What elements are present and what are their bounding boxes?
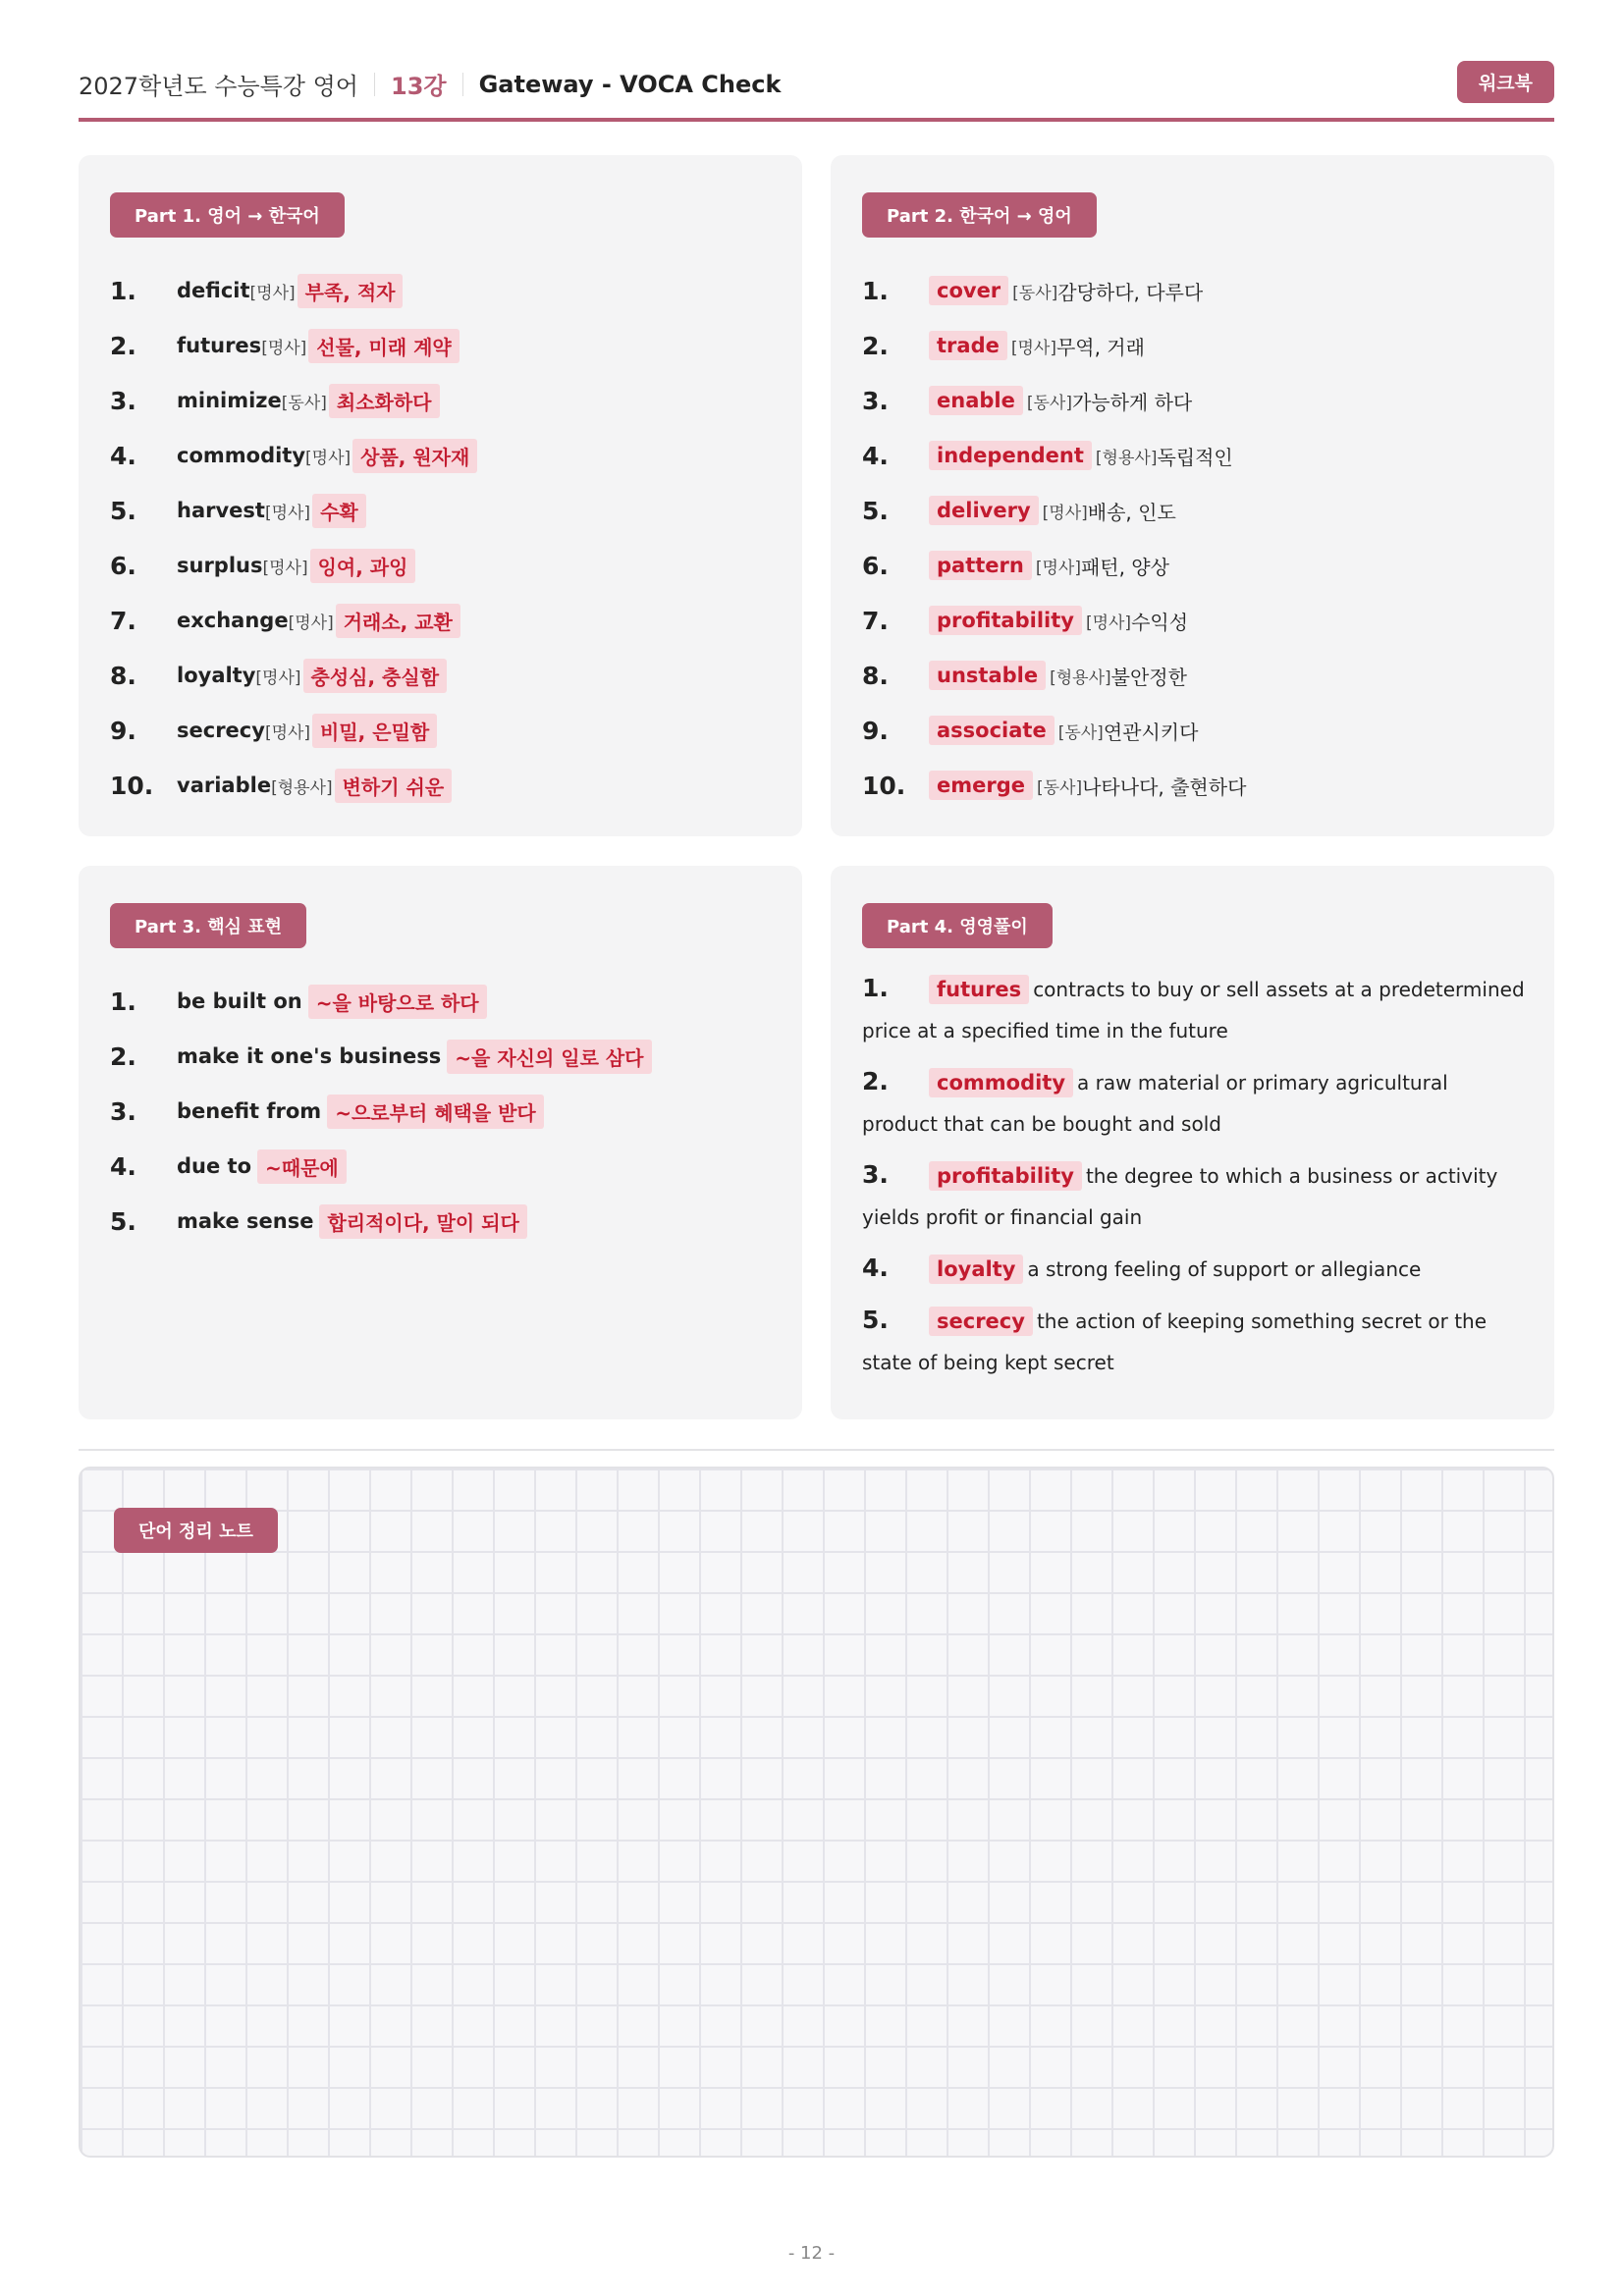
item-number: 5. <box>110 1206 136 1236</box>
defined-word: loyalty <box>929 1255 1023 1284</box>
part-of-speech: [동사] <box>1057 722 1104 743</box>
page-number: - 12 - <box>787 2243 836 2264</box>
part2-card <box>831 155 1554 836</box>
part1-list <box>110 263 783 813</box>
definition-item <box>862 1061 1525 1145</box>
korean-meaning: 상품, 원자재 <box>352 439 477 473</box>
korean-meaning: 충성심, 충실함 <box>303 659 447 693</box>
english-word: independent <box>929 441 1092 470</box>
part-of-speech: [동사] <box>281 393 327 413</box>
english-word: futures <box>177 334 262 357</box>
part3-label: Part 3. 핵심 표현 <box>110 903 306 948</box>
korean-meaning: 합리적이다, 말이 되다 <box>319 1204 526 1239</box>
vocab-row <box>110 318 783 373</box>
item-number: 9. <box>110 716 136 745</box>
english-word: minimize <box>177 389 282 412</box>
item-number: 3. <box>862 1160 889 1189</box>
korean-meaning: 패턴, 양상 <box>1080 555 1169 579</box>
part-of-speech: [형용사] <box>1095 448 1158 468</box>
vocab-row <box>110 593 783 648</box>
korean-meaning: 변하기 쉬운 <box>335 769 453 803</box>
item-number: 7. <box>862 606 889 635</box>
part1-card <box>79 155 802 836</box>
definition-item <box>862 968 1525 1051</box>
key-phrase: benefit from <box>177 1099 322 1123</box>
part2-list <box>862 263 1535 813</box>
vocab-row <box>862 703 1535 758</box>
item-number: 5. <box>110 496 136 525</box>
korean-meaning: 연관시키다 <box>1103 720 1199 744</box>
korean-meaning: ~을 자신의 일로 삼다 <box>447 1040 651 1074</box>
part-of-speech: [명사] <box>264 722 311 743</box>
english-word: pattern <box>929 551 1032 580</box>
korean-meaning: 나타나다, 출현하다 <box>1082 774 1247 799</box>
phrase-row <box>110 1194 783 1249</box>
korean-meaning: 선물, 미래 계약 <box>308 329 459 363</box>
english-word: harvest <box>177 499 265 522</box>
item-number: 7. <box>110 606 136 635</box>
defined-word: futures <box>929 975 1029 1004</box>
part4-list <box>862 968 1525 1393</box>
part1-label: Part 1. 영어 → 한국어 <box>110 192 345 238</box>
korean-meaning: 비밀, 은밀함 <box>312 714 437 748</box>
vocab-row <box>110 538 783 593</box>
korean-meaning: ~으로부터 혜택을 받다 <box>327 1095 544 1129</box>
english-word: unstable <box>929 661 1046 690</box>
phrase-row <box>110 974 783 1029</box>
item-number: 1. <box>110 987 136 1016</box>
part-of-speech: [명사] <box>1010 338 1056 358</box>
korean-meaning: 배송, 인도 <box>1087 500 1176 524</box>
item-number: 4. <box>862 441 889 470</box>
phrase-row <box>110 1029 783 1084</box>
item-number: 5. <box>862 1306 889 1334</box>
item-number: 1. <box>862 276 889 305</box>
vocab-row <box>862 373 1535 428</box>
item-number: 2. <box>862 331 889 360</box>
definition-text: a strong feeling of support or allegiance <box>1027 1257 1422 1281</box>
definition-text: contracts to buy or sell assets at a predetermined price at a specified time in the future <box>862 978 1525 1042</box>
english-word: commodity <box>177 444 306 467</box>
defined-word: secrecy <box>929 1307 1033 1336</box>
part-of-speech: [형용사] <box>271 777 333 798</box>
vocab-row <box>862 428 1535 483</box>
phrase-row <box>110 1139 783 1194</box>
part-of-speech: [명사] <box>264 503 311 523</box>
item-number: 6. <box>862 551 889 580</box>
vocab-row <box>862 593 1535 648</box>
part-of-speech: [형용사] <box>1050 667 1111 688</box>
english-word: emerge <box>929 771 1033 800</box>
part-of-speech: [동사] <box>1037 777 1083 798</box>
part-of-speech: [명사] <box>255 667 301 688</box>
key-phrase: make it one's business <box>177 1044 442 1068</box>
english-word: enable <box>929 386 1023 415</box>
notes-grid <box>79 1467 1554 2158</box>
english-word: variable <box>177 774 272 797</box>
korean-meaning: 거래소, 교환 <box>336 604 460 638</box>
item-number: 2. <box>110 331 136 360</box>
part-of-speech: [명사] <box>1085 613 1132 633</box>
workbook-badge: 워크북 <box>1457 61 1554 103</box>
korean-meaning: 수익성 <box>1131 610 1189 634</box>
item-number: 5. <box>862 496 889 525</box>
item-number: 2. <box>862 1067 889 1095</box>
page-header <box>79 61 1554 122</box>
vocab-row <box>110 428 783 483</box>
item-number: 3. <box>862 386 889 415</box>
vocab-row <box>862 758 1535 813</box>
section-divider <box>79 1449 1554 1451</box>
vocab-row <box>110 373 783 428</box>
key-phrase: due to <box>177 1154 252 1178</box>
vocab-row <box>862 263 1535 318</box>
part3-list <box>110 974 783 1249</box>
defined-word: profitability <box>929 1161 1082 1191</box>
korean-meaning: 불안정한 <box>1110 665 1187 689</box>
part-of-speech: [명사] <box>1035 558 1081 578</box>
part3-card <box>79 866 802 1419</box>
korean-meaning: 감당하다, 다루다 <box>1057 280 1204 304</box>
vocab-row <box>110 483 783 538</box>
part-of-speech: [동사] <box>1026 393 1072 413</box>
vocab-row <box>110 758 783 813</box>
english-word: delivery <box>929 496 1039 525</box>
korean-meaning: 독립적인 <box>1157 445 1233 469</box>
item-number: 10. <box>110 771 154 800</box>
english-word: secrecy <box>177 719 265 742</box>
unit-number: 13강 <box>391 73 447 100</box>
korean-meaning: 수확 <box>312 494 366 528</box>
definition-item <box>862 1248 1525 1290</box>
item-number: 4. <box>862 1254 889 1282</box>
item-number: 6. <box>110 551 136 580</box>
vocab-row <box>110 703 783 758</box>
part-of-speech: [명사] <box>1042 503 1088 523</box>
part4-label: Part 4. 영영풀이 <box>862 903 1053 948</box>
vocab-row <box>862 648 1535 703</box>
key-phrase: make sense <box>177 1209 314 1233</box>
item-number: 4. <box>110 1151 136 1181</box>
book-title: 2027학년도 수능특강 영어 <box>79 73 358 100</box>
vocab-row <box>110 263 783 318</box>
item-number: 8. <box>862 661 889 690</box>
item-number: 3. <box>110 1096 136 1126</box>
definition-text: a raw material or primary agricultural product that can be bought and sold <box>862 1071 1448 1136</box>
definition-text: the degree to which a business or activity yields profit or financial gain <box>862 1164 1498 1229</box>
english-word: exchange <box>177 609 289 632</box>
korean-meaning: 가능하게 하다 <box>1071 390 1193 414</box>
part-of-speech: [명사] <box>288 613 334 633</box>
english-word: deficit <box>177 279 250 302</box>
notes-label: 단어 정리 노트 <box>114 1508 278 1553</box>
item-number: 2. <box>110 1041 136 1071</box>
section-title: Gateway - VOCA Check <box>478 70 782 98</box>
item-number: 1. <box>862 974 889 1002</box>
korean-meaning: 잉여, 과잉 <box>310 549 416 583</box>
phrase-row <box>110 1084 783 1139</box>
korean-meaning: 부족, 적자 <box>298 274 404 308</box>
part2-label: Part 2. 한국어 → 영어 <box>862 192 1097 238</box>
vocab-row <box>862 318 1535 373</box>
korean-meaning: 최소화하다 <box>329 384 440 418</box>
part-of-speech: [동사] <box>1012 283 1058 303</box>
part-of-speech: [명사] <box>262 558 308 578</box>
definition-text: the action of keeping something secret or the state of being kept secret <box>862 1309 1488 1374</box>
item-number: 4. <box>110 441 136 470</box>
part4-card <box>831 866 1554 1419</box>
header-left <box>79 67 781 101</box>
vocab-row <box>110 648 783 703</box>
english-word: loyalty <box>177 664 256 687</box>
item-number: 8. <box>110 661 136 690</box>
defined-word: commodity <box>929 1068 1073 1097</box>
definition-item <box>862 1154 1525 1238</box>
part-of-speech: [명사] <box>261 338 307 358</box>
korean-meaning: 무역, 거래 <box>1055 335 1145 359</box>
english-word: profitability <box>929 606 1082 635</box>
definition-item <box>862 1300 1525 1383</box>
vocab-row <box>862 538 1535 593</box>
korean-meaning: ~때문에 <box>257 1149 347 1184</box>
korean-meaning: ~을 바탕으로 하다 <box>308 985 487 1019</box>
english-word: surplus <box>177 554 263 577</box>
english-word: cover <box>929 276 1008 305</box>
header-separator <box>462 73 463 96</box>
part-of-speech: [명사] <box>305 448 352 468</box>
english-word: associate <box>929 716 1055 745</box>
part-of-speech: [명사] <box>249 283 296 303</box>
english-word: trade <box>929 331 1007 360</box>
item-number: 3. <box>110 386 136 415</box>
item-number: 9. <box>862 716 889 745</box>
item-number: 10. <box>862 771 906 800</box>
key-phrase: be built on <box>177 989 302 1013</box>
vocab-row <box>862 483 1535 538</box>
header-separator <box>374 73 375 96</box>
item-number: 1. <box>110 276 136 305</box>
